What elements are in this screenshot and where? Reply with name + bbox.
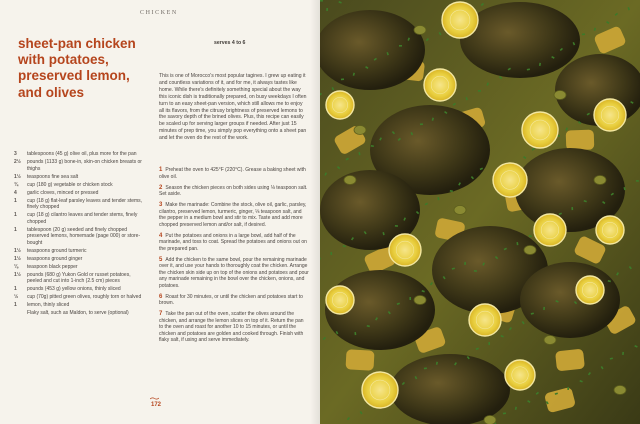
running-head: CHICKEN: [140, 10, 178, 16]
step-number: 2: [159, 184, 163, 191]
step-number: 3: [159, 202, 163, 208]
recipe-title-line: and olives: [18, 84, 85, 100]
sheet-pan-photo: [320, 0, 640, 424]
ingredient-quantity: [14, 310, 27, 317]
step-text: Take the pan out of the oven, scatter the olives around the chicken, and arrange the lemon slices on top of it. Return the pan to the oven and roast for another 10 to 15 minutes, or until the chicken and potatoes are golden and cooked through. Finish with flaky salt, if using and serve immediately.: [159, 311, 304, 343]
ingredient-item: [14, 159, 144, 172]
step-number: 1: [159, 167, 163, 173]
ingredient-quantity: ¾: [14, 181, 19, 188]
step-text: Season the chicken pieces on both sides using ⅛ teaspoon salt. Set aside.: [159, 184, 308, 197]
ingredient-description: pounds (1133 g) bone-in, skin-on chicken breasts or thighs: [27, 159, 142, 172]
herb-fleck: [409, 297, 411, 300]
ingredient-quantity: 2½: [14, 159, 21, 165]
step-number: 5: [159, 256, 163, 263]
lemon-slice: [534, 214, 566, 246]
ingredient-description: lemon, thinly sliced: [27, 302, 70, 308]
herb-fleck: [341, 78, 344, 80]
herb-fleck: [543, 307, 545, 310]
potato-chunk: [566, 130, 595, 151]
ingredient-description: teaspoon black pepper: [27, 263, 78, 270]
potato-chunk: [345, 349, 374, 370]
herb-fleck: [488, 342, 490, 345]
ingredient-quantity: 1: [14, 212, 17, 218]
herb-fleck: [420, 123, 423, 125]
ingredient-item: [14, 302, 144, 309]
olive: [554, 91, 566, 100]
ingredient-quantity: 3: [14, 151, 17, 157]
herb-fleck: [399, 45, 402, 47]
serves-label: serves 4 to 6: [214, 40, 246, 46]
olive: [354, 126, 366, 135]
ingredient-item: [14, 190, 144, 197]
ingredient-quantity: 1: [14, 226, 17, 233]
ingredient-description: Flaky salt, such as Maldon, to serve (optional): [27, 310, 129, 316]
step-text: Put the potatoes and onions in a large bowl, add half of the marinade, and toss to coat. Spread the potatoes and onions out on the prepared pan.: [159, 232, 307, 252]
herb-fleck: [622, 352, 624, 355]
ingredient-item: [14, 227, 144, 247]
recipe-title-line: preserved lemon,: [18, 68, 130, 84]
ingredient-quantity: 1½: [14, 247, 21, 254]
herb-fleck: [567, 387, 569, 390]
ingredient-description: teaspoons ground turmeric: [27, 247, 87, 254]
potato-chunk: [555, 349, 585, 372]
ingredient-item: [14, 256, 144, 263]
olive: [544, 336, 556, 345]
ingredient-item: [14, 294, 144, 301]
lemon-slice: [326, 286, 354, 314]
method-step: [159, 233, 309, 253]
ingredient-item: [14, 198, 144, 211]
step-text: Add the chicken to the same bowl, pour the remaining marinade over it, and use your hands to thoroughly coat the chicken. Arrange the chicken skin side up on top of the onions and potatoes and pour any marinade remaining in the bowl over the chicken, onions, and potatoes.: [159, 256, 309, 289]
ingredient-item: [14, 182, 144, 189]
lemon-slice: [389, 234, 421, 266]
lemon-slice: [493, 163, 527, 197]
herb-fleck: [571, 207, 573, 210]
ingredient-quantity: 1: [14, 286, 17, 292]
ingredient-description: pounds (680 g) Yukon Gold or russet potatoes, peeled and cut into 1-inch (2.5 cm) pieces: [27, 271, 131, 284]
herb-fleck: [478, 90, 481, 92]
ingredient-description: tablespoons (45 g) olive oil, plus more for the pan: [27, 151, 137, 157]
ingredient-description: teaspoons ground ginger: [27, 255, 83, 262]
lemon-slice: [576, 276, 604, 304]
chicken-piece: [520, 262, 620, 338]
ingredient-description: cup (180 g) vegetable or chicken stock: [27, 181, 113, 188]
olive: [344, 176, 356, 185]
lemon-slice: [326, 91, 354, 119]
ingredient-quantity: 1: [14, 197, 17, 204]
gutter-shadow: [310, 0, 320, 424]
ingredient-quantity: 1½: [14, 271, 21, 278]
ingredient-quantity: 1½: [14, 255, 21, 262]
herb-fleck: [395, 225, 398, 227]
folio-ornament-icon: [150, 397, 159, 400]
method-step: [159, 257, 309, 290]
ingredient-quantity: 1½: [14, 173, 21, 180]
ingredient-quantity: ½: [14, 294, 19, 300]
herb-fleck: [354, 332, 356, 335]
ingredient-item: [14, 248, 144, 255]
ingredient-item: [14, 310, 144, 317]
chicken-piece: [460, 2, 580, 78]
olive: [594, 176, 606, 185]
method-step: [159, 167, 309, 180]
step-number: 4: [159, 232, 163, 239]
ingredient-description: pounds (453 g) yellow onions, thinly sliced: [27, 286, 121, 292]
ingredient-description: garlic cloves, minced or pressed: [27, 189, 99, 196]
chicken-piece: [390, 354, 510, 424]
ingredient-description: cup (18 g) cilantro leaves and tender stems, finely chopped: [27, 212, 138, 225]
step-text: Roast for 30 minutes, or until the chicken and potatoes start to brown.: [159, 293, 303, 306]
step-text: Preheat the oven to 425°F (220°C). Grease a baking sheet with olive oil.: [159, 167, 306, 180]
lemon-slice: [596, 216, 624, 244]
ingredient-item: [14, 174, 144, 181]
lemon-slice: [505, 360, 535, 390]
lemon-slice: [522, 112, 558, 148]
olive: [524, 246, 536, 255]
herb-fleck: [326, 8, 328, 11]
ingredient-item: [14, 264, 144, 271]
ingredient-item: [14, 151, 144, 158]
ingredient-item: [14, 272, 144, 285]
step-text: Make the marinade: Combine the stock, olive oil, garlic, parsley, cilantro, preserved lemon, turmeric, ginger, ⅛ teaspoon salt, and the pepper in a medium bowl and stir to mix. Taste and add more chopped preserved lemon and/or salt, if desired.: [159, 202, 307, 228]
method-step: [159, 311, 309, 344]
olive: [454, 206, 466, 215]
ingredient-description: teaspoons fine sea salt: [27, 173, 79, 180]
olive: [614, 386, 626, 395]
olive: [414, 296, 426, 305]
lemon-slice: [424, 69, 456, 101]
method-step: [159, 185, 309, 198]
olive: [414, 26, 426, 35]
lemon-slice: [442, 2, 478, 38]
ingredient-item: [14, 212, 144, 225]
ingredient-quantity: 1: [14, 302, 17, 308]
chicken-piece: [320, 10, 425, 90]
ingredient-description: cup (70g) pitted green olives, roughly torn or halved: [27, 294, 142, 300]
olive: [484, 416, 496, 424]
ingredient-list: [14, 151, 144, 318]
ingredient-quantity: ⅛: [14, 263, 19, 270]
intro-paragraph: This is one of Morocco's most popular tagines. I grew up eating it and countless variations of it, and for me, it always tastes like home. While there's definitely something special about the way this iconic dish is traditionally prepared, on busy weekdays I often turn to an easy sheet-pan version, which still allows me to enjoy all its flavors, from the citrusy brightness of preserved lemons to the savory depth of the brined olives. Plus, this recipe can easily be scaled up for serving larger groups if needed. After just 15 minutes of prep time, you simply pop everything onto a sheet pan and let the oven do the rest of the work.: [159, 73, 307, 142]
ingredient-quantity: 4: [14, 189, 17, 196]
ingredient-description: tablespoon (20 g) seeded and finely chopped preserved lemons, homemade (page 000) or store-bought: [27, 226, 141, 246]
herb-fleck: [503, 412, 506, 414]
method-step: [159, 294, 309, 307]
herb-fleck: [464, 262, 466, 265]
step-number: 7: [159, 311, 163, 317]
recipe-title-line: with potatoes,: [18, 52, 109, 68]
method-steps: [159, 167, 309, 348]
food-photo: [320, 0, 640, 424]
recipe-title: [18, 36, 158, 101]
lemon-slice: [469, 304, 501, 336]
step-number: 6: [159, 293, 163, 300]
method-step: [159, 202, 309, 228]
herb-fleck: [474, 270, 477, 272]
recipe-title-line: sheet-pan chicken: [18, 36, 136, 51]
lemon-slice: [594, 99, 626, 131]
ingredient-description: cup (18 g) flat-leaf parsley leaves and tender stems, finely chopped: [27, 197, 143, 210]
herb-fleck: [582, 33, 585, 35]
page-number: 172: [151, 402, 162, 408]
herb-fleck: [320, 0, 323, 2]
ingredient-item: [14, 286, 144, 293]
herb-fleck: [636, 180, 639, 182]
lemon-slice: [362, 372, 398, 408]
herb-fleck: [330, 252, 332, 255]
